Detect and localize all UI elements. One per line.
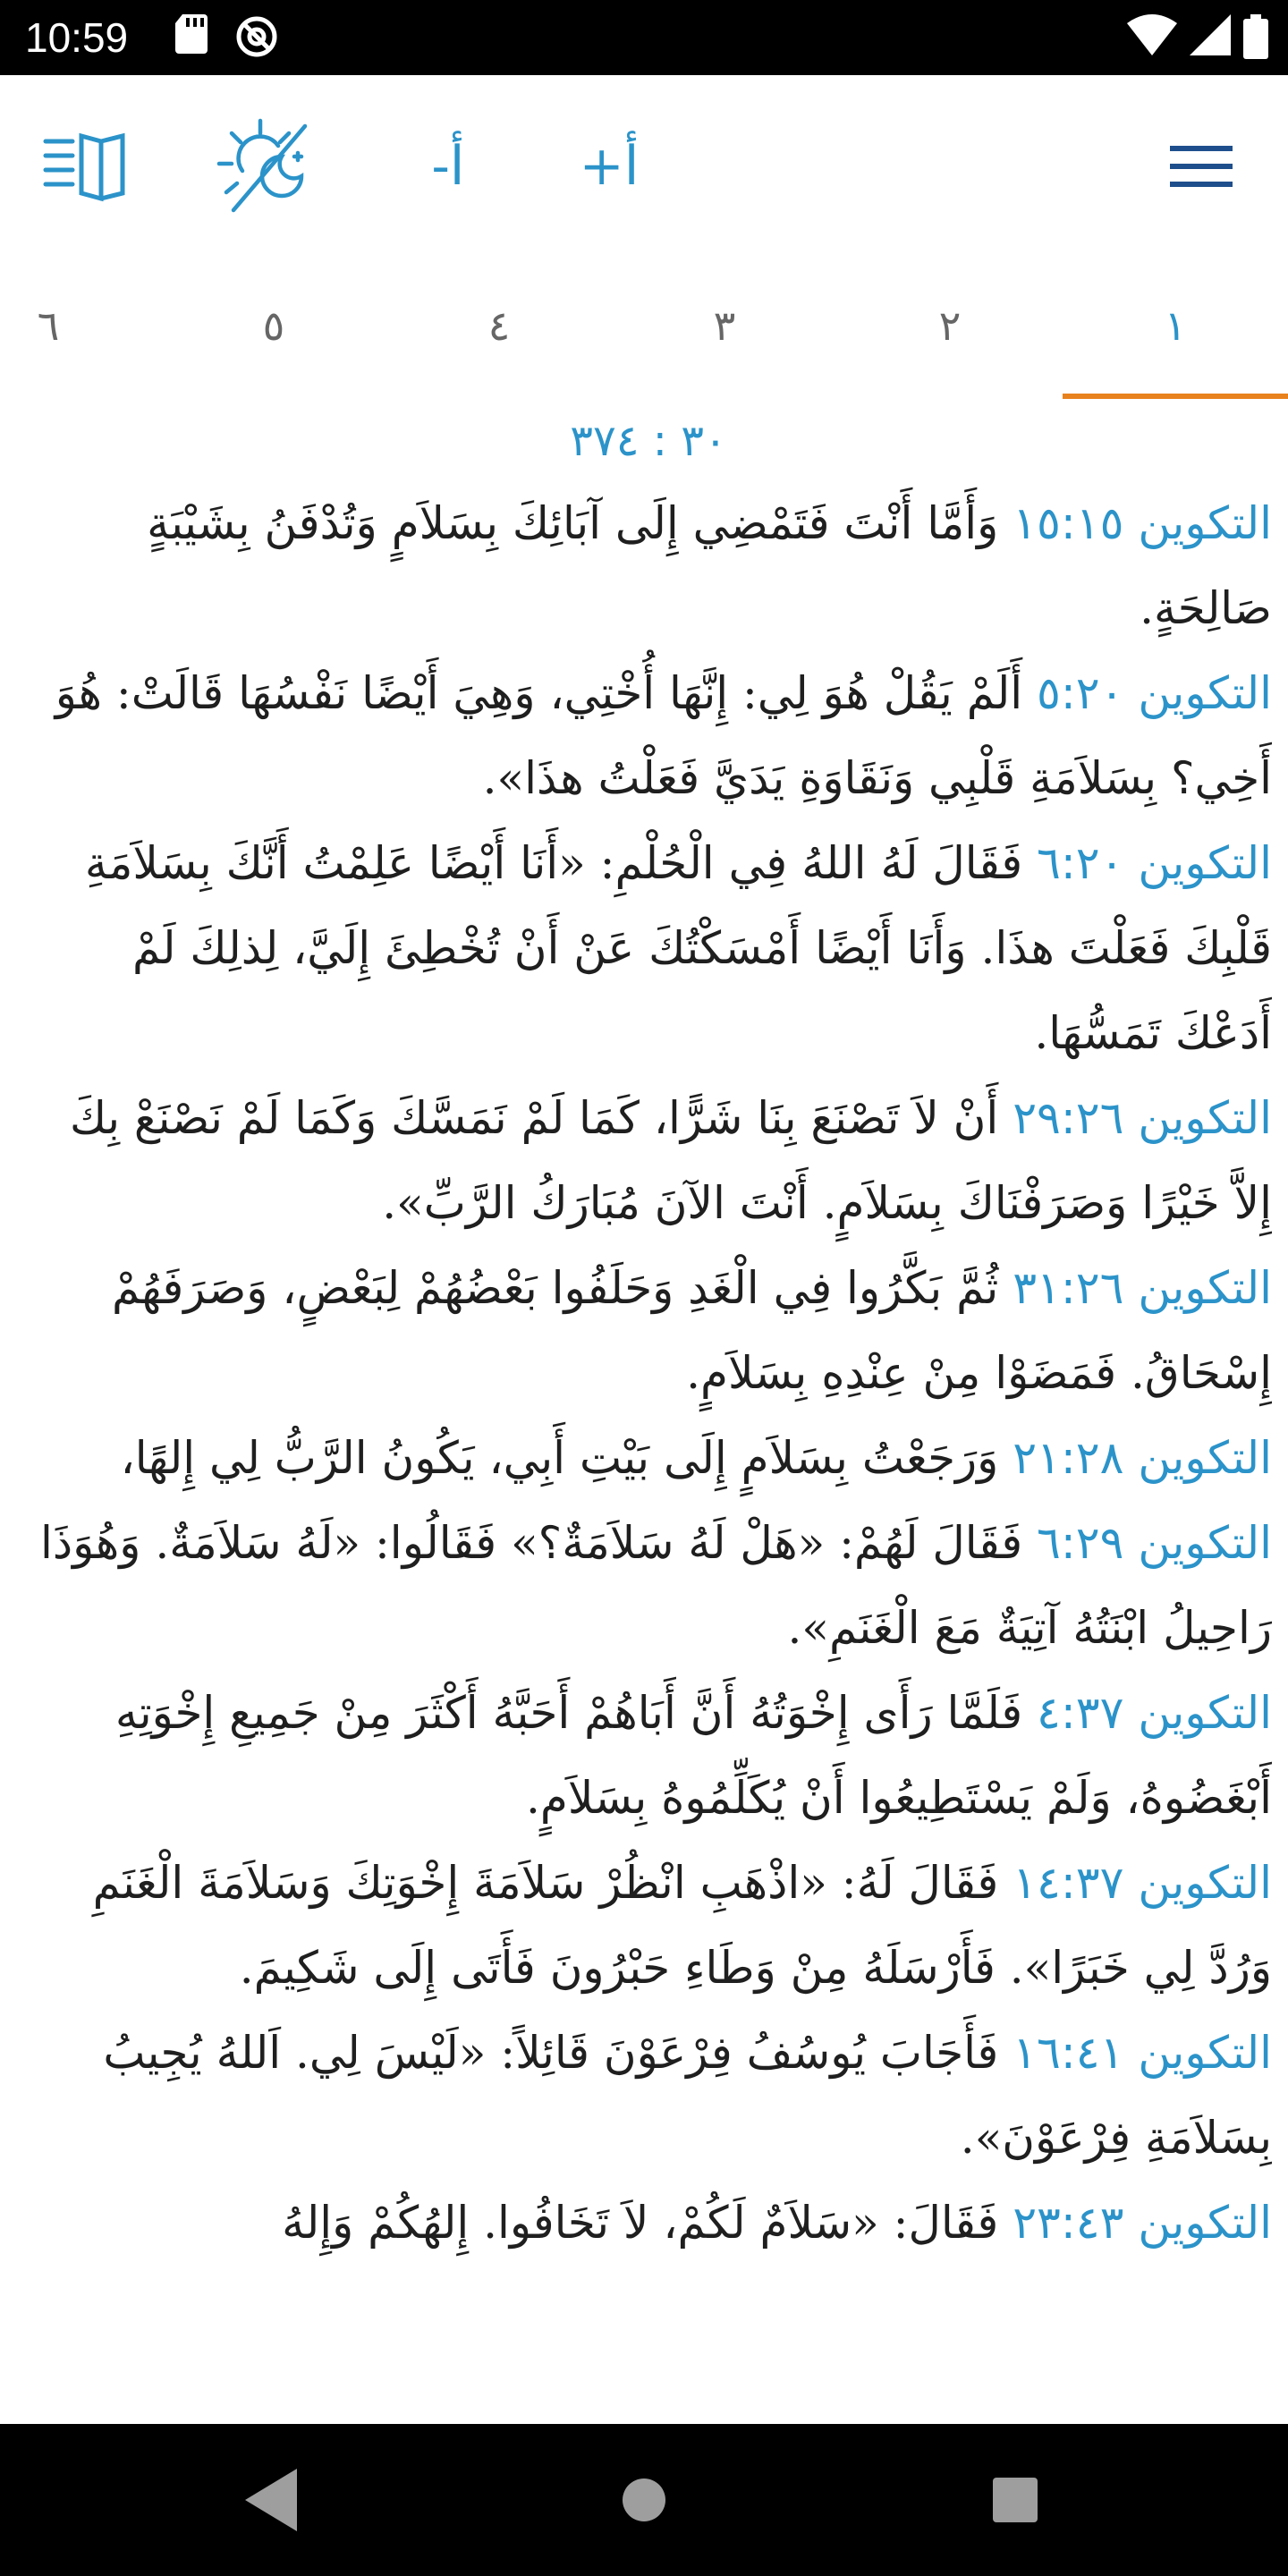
verse-text: فَقَالَ لَهُمْ: «هَلْ لَهُ سَلاَمَةٌ؟» فَقَالُوا: «لَهُ سَلاَمَةٌ. وَهُوَذَا رَاحِيلُ ابْنَتُهُ آتِيَةٌ مَعَ الْغَنَمِ».: [39, 1517, 1272, 1654]
verse-item[interactable]: [25, 1416, 1272, 1501]
verse-text: وَأَمَّا أَنْتَ فَتَمْضِي إِلَى آبَائِكَ بِسَلاَمٍ وَتُدْفَنُ بِشَيْبَةٍ صَالِحَةٍ.: [147, 497, 1272, 634]
verse-item[interactable]: [25, 1076, 1272, 1246]
verse-item[interactable]: [25, 1246, 1272, 1416]
back-triangle-icon[interactable]: [234, 2460, 315, 2540]
menu-icon: [1170, 144, 1233, 189]
decrease-font-button[interactable]: -أ: [431, 135, 465, 198]
verse-reference[interactable]: التكوين ١٤:٣٧: [1013, 1857, 1272, 1909]
book-list-icon: [42, 131, 131, 202]
book-list-button[interactable]: [39, 122, 134, 211]
verse-reference[interactable]: التكوين ٢١:٢٨: [1013, 1432, 1272, 1484]
verse-text: أَنْ لاَ تَصْنَعَ بِنَا شَرًّا، كَمَا لَمْ نَمَسَّكَ وَكَمَا لَمْ نَصْنَعْ بِكَ إِلاَّ خَيْرًا وَصَرَفْنَاكَ بِسَلاَمٍ. أَنْتَ الآنَ مُبَارَكُ الرَّبِّ».: [69, 1092, 1272, 1229]
verse-list: [25, 481, 1272, 2266]
tab-3[interactable]: ٣: [713, 301, 736, 350]
status-bar: [0, 0, 1288, 75]
verse-text: وَرَجَعْتُ بِسَلاَمٍ إِلَى بَيْتِ أَبِي، يَكُونُ الرَّبُّ لِي إِلهًا،: [120, 1432, 999, 1484]
tab-1[interactable]: ١: [1164, 301, 1187, 350]
verse-reference[interactable]: التكوين ١٥:١٥: [1013, 497, 1272, 549]
verse-item[interactable]: [25, 2181, 1272, 2266]
verse-reference[interactable]: التكوين ٢٣:٤٣: [1013, 2197, 1272, 2249]
verse-item[interactable]: [25, 1501, 1272, 1671]
home-circle-icon[interactable]: [604, 2460, 684, 2540]
reference-header: ٣٠ : ٣٧٤: [570, 416, 727, 466]
verse-item[interactable]: [25, 1671, 1272, 1841]
wifi-icon: [1127, 14, 1177, 55]
verse-reference[interactable]: التكوين ٥:٢٠: [1037, 667, 1272, 719]
verse-text: أَلَمْ يَقُلْ هُوَ لِي: إِنَّهَا أُخْتِي، وَهِيَ أَيْضًا نَفْسُهَا قَالَتْ: هُوَ أَخِي؟ بِسَلاَمَةِ قَلْبِي وَنَقَاوَةِ يَدَيَّ فَعَلْتُ هذَا».: [55, 667, 1272, 804]
verse-reference[interactable]: التكوين ٣١:٢٦: [1013, 1262, 1272, 1314]
chapter-tabs: [0, 250, 1288, 401]
recents-square-icon[interactable]: [975, 2460, 1055, 2540]
tab-4[interactable]: ٤: [487, 301, 511, 350]
verse-reference[interactable]: التكوين ٢٩:٢٦: [1013, 1092, 1272, 1144]
verse-list-container[interactable]: [25, 401, 1272, 2424]
signal-icon: [1190, 14, 1231, 55]
tab-6[interactable]: ٦: [37, 301, 60, 350]
verse-item[interactable]: [25, 2011, 1272, 2181]
tab-2[interactable]: ٢: [938, 301, 962, 350]
verse-text: فَقَالَ لَهُ اللهُ فِي الْحُلْمِ: «أَنَا أَيْضًا عَلِمْتُ أَنَّكَ بِسَلاَمَةِ قَلْبِكَ فَعَلْتَ هذَا. وَأَنَا أَيْضًا أَمْسَكْتُكَ عَنْ أَنْ تُخْطِئَ إِلَيَّ، لِذلِكَ لَمْ أَدَعْكَ تَمَسُّهَا.: [84, 837, 1272, 1059]
tab-5[interactable]: ٥: [262, 301, 285, 350]
verse-item[interactable]: [25, 1841, 1272, 2011]
status-time: 10:59: [25, 14, 129, 61]
active-tab-indicator: [1063, 394, 1288, 399]
at-sign-icon: [234, 14, 279, 59]
toolbar: [0, 75, 1288, 250]
verse-text: ثُمَّ بَكَّرُوا فِي الْغَدِ وَحَلَفُوا بَعْضُهُمْ لِبَعْضٍ، وَصَرَفَهُمْ إِسْحَاقُ. فَمَضَوْا مِنْ عِنْدِهِ بِسَلاَمٍ.: [112, 1262, 1272, 1399]
verse-text: فَأَجَابَ يُوسُفُ فِرْعَوْنَ قَائِلاً: «لَيْسَ لِي. اَللهُ يُجِيبُ بِسَلاَمَةِ فِرْعَوْنَ».: [103, 2027, 1272, 2164]
verse-item[interactable]: [25, 481, 1272, 651]
system-nav-bar: [0, 2424, 1288, 2576]
increase-font-button[interactable]: +أ: [579, 135, 640, 198]
verse-reference[interactable]: التكوين ٦:٢٩: [1037, 1517, 1272, 1569]
day-night-icon: [216, 117, 314, 216]
verse-item[interactable]: [25, 821, 1272, 1076]
sd-card-icon: [175, 14, 208, 54]
day-night-button[interactable]: [211, 122, 318, 211]
verse-reference[interactable]: التكوين ٦:٢٠: [1037, 837, 1272, 889]
verse-text: فَلَمَّا رَأَى إِخْوَتُهُ أَنَّ أَبَاهُمْ أَحَبَّهُ أَكْثَرَ مِنْ جَمِيعِ إِخْوَتِهِ أَبْغَضُوهُ، وَلَمْ يَسْتَطِيعُوا أَنْ يُكَلِّمُوهُ بِسَلاَمٍ.: [114, 1687, 1272, 1824]
battery-icon: [1243, 14, 1268, 59]
verse-text: فَقَالَ لَهُ: «اذْهَبِ انْظُرْ سَلاَمَةَ إِخْوَتِكَ وَسَلاَمَةَ الْغَنَمِ وَرُدَّ لِي خَبَرًا». فَأَرْسَلَهُ مِنْ وَطَاءِ حَبْرُونَ فَأَتَى إِلَى شَكِيمَ.: [92, 1857, 1272, 1994]
verse-reference[interactable]: التكوين ٤:٣٧: [1037, 1687, 1272, 1739]
menu-button[interactable]: [1161, 122, 1241, 211]
verse-reference[interactable]: التكوين ١٦:٤١: [1013, 2027, 1272, 2079]
verse-item[interactable]: [25, 651, 1272, 821]
verse-text: فَقَالَ: «سَلاَمٌ لَكُمْ، لاَ تَخَافُوا. إِلهُكُمْ وَإِلهُ: [282, 2197, 999, 2249]
